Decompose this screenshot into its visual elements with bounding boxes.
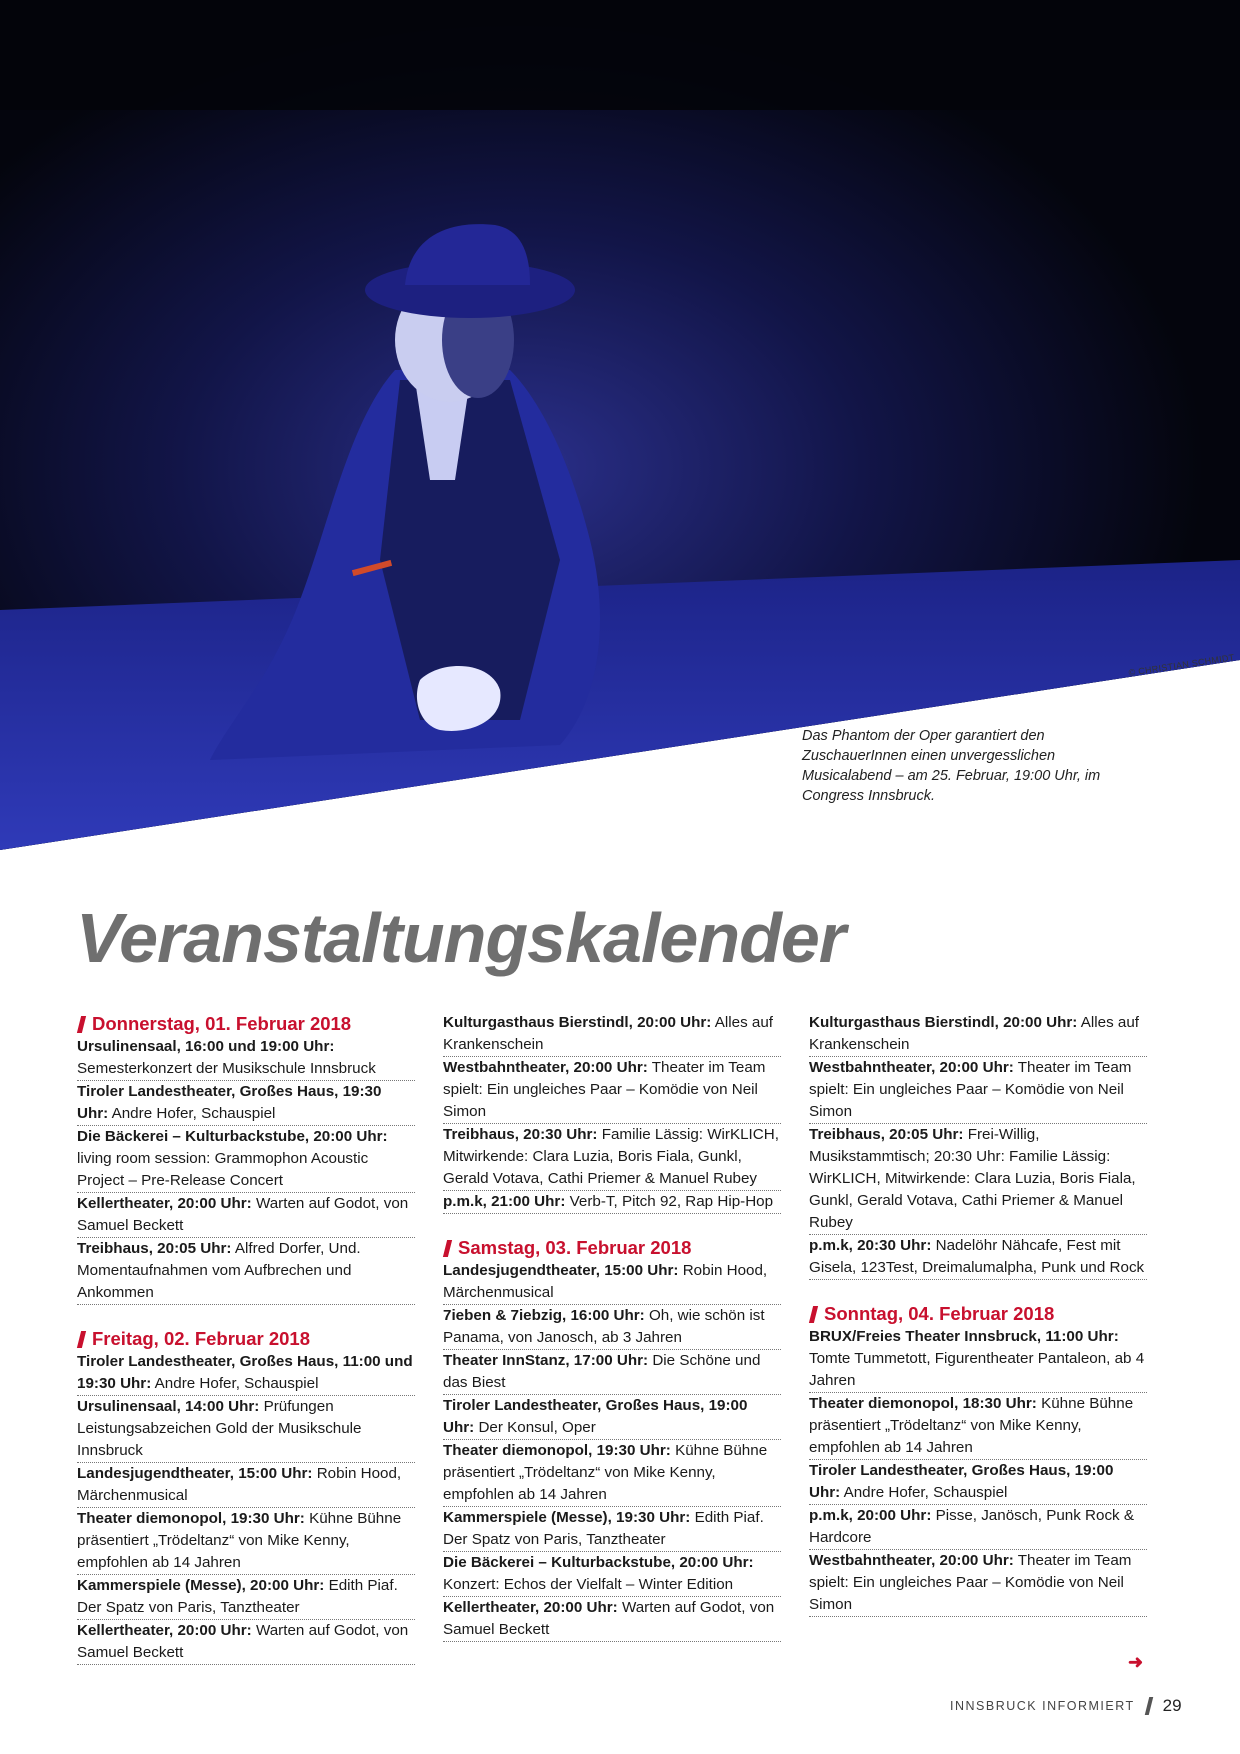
- event-entry: [77, 1575, 415, 1620]
- day-header: [77, 1327, 415, 1351]
- event-entry: [443, 1305, 781, 1350]
- event-venue: Theater diemonopol, 18:30 Uhr:: [809, 1395, 1037, 1412]
- slash-divider: [1144, 1697, 1152, 1715]
- event-description: Familie Lässig: WirKLICH, Mitwirkende: Clara Luzia, Boris Fiala, Gunkl, Gerald Votava, Cathi Priemer & Manuel Rubey: [443, 1126, 779, 1187]
- phantom-performer-image: [0, 0, 1240, 850]
- photo-caption: Das Phantom der Oper garantiert den ZuschauerInnen einen unvergesslichen Musicalabend – am 25. Februar, 19:00 Uhr, im Congress Innsbruck.: [802, 728, 1101, 804]
- event-entry: [77, 1081, 415, 1126]
- day-block: [809, 1012, 1147, 1280]
- event-entry: [809, 1012, 1147, 1057]
- event-entry: [443, 1395, 781, 1440]
- event-venue: Westbahntheater, 20:00 Uhr:: [809, 1059, 1014, 1076]
- event-venue: Kellertheater, 20:00 Uhr:: [443, 1599, 618, 1616]
- event-entry: [443, 1191, 781, 1214]
- event-entry: [809, 1124, 1147, 1235]
- event-entry: [443, 1350, 781, 1395]
- event-venue: Treibhaus, 20:30 Uhr:: [443, 1126, 598, 1143]
- event-description: Warten auf Godot, von Samuel Beckett: [443, 1599, 775, 1638]
- event-description: Kühne Bühne präsentiert „Trödeltanz“ von Mike Kenny, empfohlen ab 14 Jahren: [77, 1510, 402, 1571]
- day-header-label: Sonntag, 04. Februar 2018: [824, 1303, 1055, 1324]
- event-venue: Tiroler Landestheater, Großes Haus, 19:00 Uhr:: [809, 1462, 1114, 1501]
- event-description: Der Konsul, Oper: [478, 1419, 596, 1436]
- event-description: Andre Hofer, Schauspiel: [154, 1375, 319, 1392]
- day-header-label: Freitag, 02. Februar 2018: [92, 1328, 310, 1349]
- event-venue: BRUX/Freies Theater Innsbruck, 11:00 Uhr:: [809, 1328, 1119, 1345]
- event-description: Theater im Team spielt: Ein ungleiches Paar – Komödie von Neil Simon: [443, 1059, 766, 1120]
- event-venue: Theater InnStanz, 17:00 Uhr:: [443, 1352, 649, 1369]
- event-entry: [443, 1057, 781, 1124]
- event-venue: Kammerspiele (Messe), 20:00 Uhr:: [77, 1577, 325, 1594]
- event-entry: [77, 1036, 415, 1081]
- event-description: Alles auf Krankenschein: [443, 1014, 774, 1053]
- event-entry: [809, 1326, 1147, 1393]
- event-description: Oh, wie schön ist Panama, von Janosch, ab 3 Jahren: [443, 1307, 765, 1346]
- event-description: Edith Piaf. Der Spatz von Paris, Tanztheater: [77, 1577, 398, 1616]
- event-venue: Tiroler Landestheater, Großes Haus, 19:30 Uhr:: [77, 1083, 382, 1122]
- day-block: [77, 1012, 415, 1305]
- event-description: Verb-T, Pitch 92, Rap Hip-Hop: [569, 1193, 774, 1210]
- event-entry: [443, 1260, 781, 1305]
- event-description: Warten auf Godot, von Samuel Beckett: [77, 1622, 409, 1661]
- calendar-column-1: [77, 1012, 415, 1687]
- event-venue: Die Bäckerei – Kulturbackstube, 20:00 Uhr:: [77, 1128, 388, 1145]
- event-description: Frei-Willig, Musikstammtisch; 20:30 Uhr: Familie Lässig: WirKLICH, Mitwirkende: Clara Luzia, Boris Fiala, Gunkl, Gerald Votava, Cathi Priemer & Manuel Rubey: [809, 1126, 1136, 1231]
- event-description: Alfred Dorfer, Und. Momentaufnahmen vom Aufbrechen und Ankommen: [77, 1240, 361, 1301]
- event-venue: Tiroler Landestheater, Großes Haus, 19:00 Uhr:: [443, 1397, 748, 1436]
- event-description: Andre Hofer, Schauspiel: [111, 1105, 276, 1122]
- day-header-label: Donnerstag, 01. Februar 2018: [92, 1013, 352, 1034]
- page-title: Veranstaltungskalender: [76, 899, 846, 977]
- event-entry: [77, 1238, 415, 1305]
- event-entry: [809, 1393, 1147, 1460]
- event-description: living room session: Grammophon Acoustic Project – Pre-Release Concert: [77, 1150, 369, 1189]
- event-entry: [443, 1440, 781, 1507]
- event-entry: [77, 1351, 415, 1396]
- event-entry: [809, 1550, 1147, 1617]
- event-entry: [77, 1463, 415, 1508]
- event-venue: Kammerspiele (Messe), 19:30 Uhr:: [443, 1509, 691, 1526]
- event-description: Warten auf Godot, von Samuel Beckett: [77, 1195, 409, 1234]
- event-venue: Treibhaus, 20:05 Uhr:: [77, 1240, 232, 1257]
- event-venue: Westbahntheater, 20:00 Uhr:: [809, 1552, 1014, 1569]
- event-venue: p.m.k, 20:30 Uhr:: [809, 1237, 932, 1254]
- event-venue: Theater diemonopol, 19:30 Uhr:: [77, 1510, 305, 1527]
- event-description: Robin Hood, Märchenmusical: [77, 1465, 402, 1504]
- event-description: Kühne Bühne präsentiert „Trödeltanz“ von Mike Kenny, empfohlen ab 14 Jahren: [443, 1442, 768, 1503]
- event-description: Nadelöhr Nähcafe, Fest mit Gisela, 123Test, Dreimalumalpha, Punk und Rock: [809, 1237, 1145, 1276]
- day-header: [443, 1236, 781, 1260]
- event-venue: Ursulinensaal, 16:00 und 19:00 Uhr:: [77, 1038, 335, 1055]
- event-description: Prüfungen Leistungsabzeichen Gold der Musikschule Innsbruck: [77, 1398, 362, 1459]
- slash-marker-icon: [77, 1331, 86, 1348]
- event-venue: Kulturgasthaus Bierstindl, 20:00 Uhr:: [809, 1014, 1078, 1031]
- event-description: Alles auf Krankenschein: [809, 1014, 1140, 1053]
- day-header: [809, 1302, 1147, 1326]
- slash-marker-icon: [809, 1306, 818, 1323]
- event-entry: [77, 1396, 415, 1463]
- event-description: Pisse, Janösch, Punk Rock & Hardcore: [809, 1507, 1134, 1546]
- event-description: Die Schöne und das Biest: [443, 1352, 761, 1391]
- event-description: Kühne Bühne präsentiert „Trödeltanz“ von Mike Kenny, empfohlen ab 14 Jahren: [809, 1395, 1134, 1456]
- event-description: Theater im Team spielt: Ein ungleiches Paar – Komödie von Neil Simon: [809, 1552, 1132, 1613]
- event-venue: p.m.k, 20:00 Uhr:: [809, 1507, 932, 1524]
- day-block: [443, 1236, 781, 1642]
- page-number: 29: [1162, 1696, 1182, 1715]
- event-entry: [443, 1552, 781, 1597]
- event-venue: Ursulinensaal, 14:00 Uhr:: [77, 1398, 260, 1415]
- day-header: [77, 1012, 415, 1036]
- event-description: Andre Hofer, Schauspiel: [843, 1484, 1008, 1501]
- event-description: Konzert: Echos der Vielfalt – Winter Edition: [443, 1576, 734, 1593]
- event-venue: Kulturgasthaus Bierstindl, 20:00 Uhr:: [443, 1014, 712, 1031]
- event-venue: Kellertheater, 20:00 Uhr:: [77, 1622, 252, 1639]
- calendar-column-2: [443, 1012, 781, 1664]
- day-block: [77, 1327, 415, 1665]
- continue-arrow-icon: ➜: [1128, 1652, 1144, 1672]
- day-block: [443, 1012, 781, 1214]
- event-entry: [809, 1057, 1147, 1124]
- event-description: Edith Piaf. Der Spatz von Paris, Tanztheater: [443, 1509, 764, 1548]
- event-entry: [77, 1508, 415, 1575]
- hero-photo: [0, 0, 1240, 850]
- event-description: Semesterkonzert der Musikschule Innsbruck: [77, 1060, 376, 1077]
- event-venue: Kellertheater, 20:00 Uhr:: [77, 1195, 252, 1212]
- slash-marker-icon: [443, 1240, 452, 1257]
- event-entry: [809, 1235, 1147, 1280]
- event-entry: [443, 1012, 781, 1057]
- event-venue: Tiroler Landestheater, Großes Haus, 11:00 und 19:30 Uhr:: [77, 1353, 413, 1392]
- event-venue: Landesjugendtheater, 15:00 Uhr:: [443, 1262, 679, 1279]
- event-entry: [443, 1124, 781, 1191]
- calendar-column-3: [809, 1012, 1147, 1639]
- event-entry: [77, 1620, 415, 1665]
- event-entry: [443, 1507, 781, 1552]
- event-entry: [77, 1193, 415, 1238]
- event-venue: 7ieben & 7iebzig, 16:00 Uhr:: [443, 1307, 645, 1324]
- event-venue: Treibhaus, 20:05 Uhr:: [809, 1126, 964, 1143]
- event-venue: Westbahntheater, 20:00 Uhr:: [443, 1059, 648, 1076]
- event-venue: p.m.k, 21:00 Uhr:: [443, 1193, 566, 1210]
- event-venue: Theater diemonopol, 19:30 Uhr:: [443, 1442, 671, 1459]
- event-venue: Landesjugendtheater, 15:00 Uhr:: [77, 1465, 313, 1482]
- day-header-label: Samstag, 03. Februar 2018: [458, 1237, 692, 1258]
- slash-marker-icon: [77, 1016, 86, 1033]
- page-footer: [950, 1696, 1182, 1716]
- event-description: Tomte Tummetott, Figurentheater Pantaleon, ab 4 Jahren: [809, 1350, 1145, 1389]
- photo-credit: © CHRISTIAN SCHMIDT: [1128, 652, 1236, 678]
- publication-name: INNSBRUCK INFORMIERT: [950, 1699, 1135, 1713]
- event-entry: [443, 1597, 781, 1642]
- event-entry: [809, 1505, 1147, 1550]
- event-entry: [809, 1460, 1147, 1505]
- event-entry: [77, 1126, 415, 1193]
- event-venue: Die Bäckerei – Kulturbackstube, 20:00 Uhr:: [443, 1554, 754, 1571]
- event-description: Robin Hood, Märchenmusical: [443, 1262, 768, 1301]
- day-block: [809, 1302, 1147, 1617]
- event-description: Theater im Team spielt: Ein ungleiches Paar – Komödie von Neil Simon: [809, 1059, 1132, 1120]
